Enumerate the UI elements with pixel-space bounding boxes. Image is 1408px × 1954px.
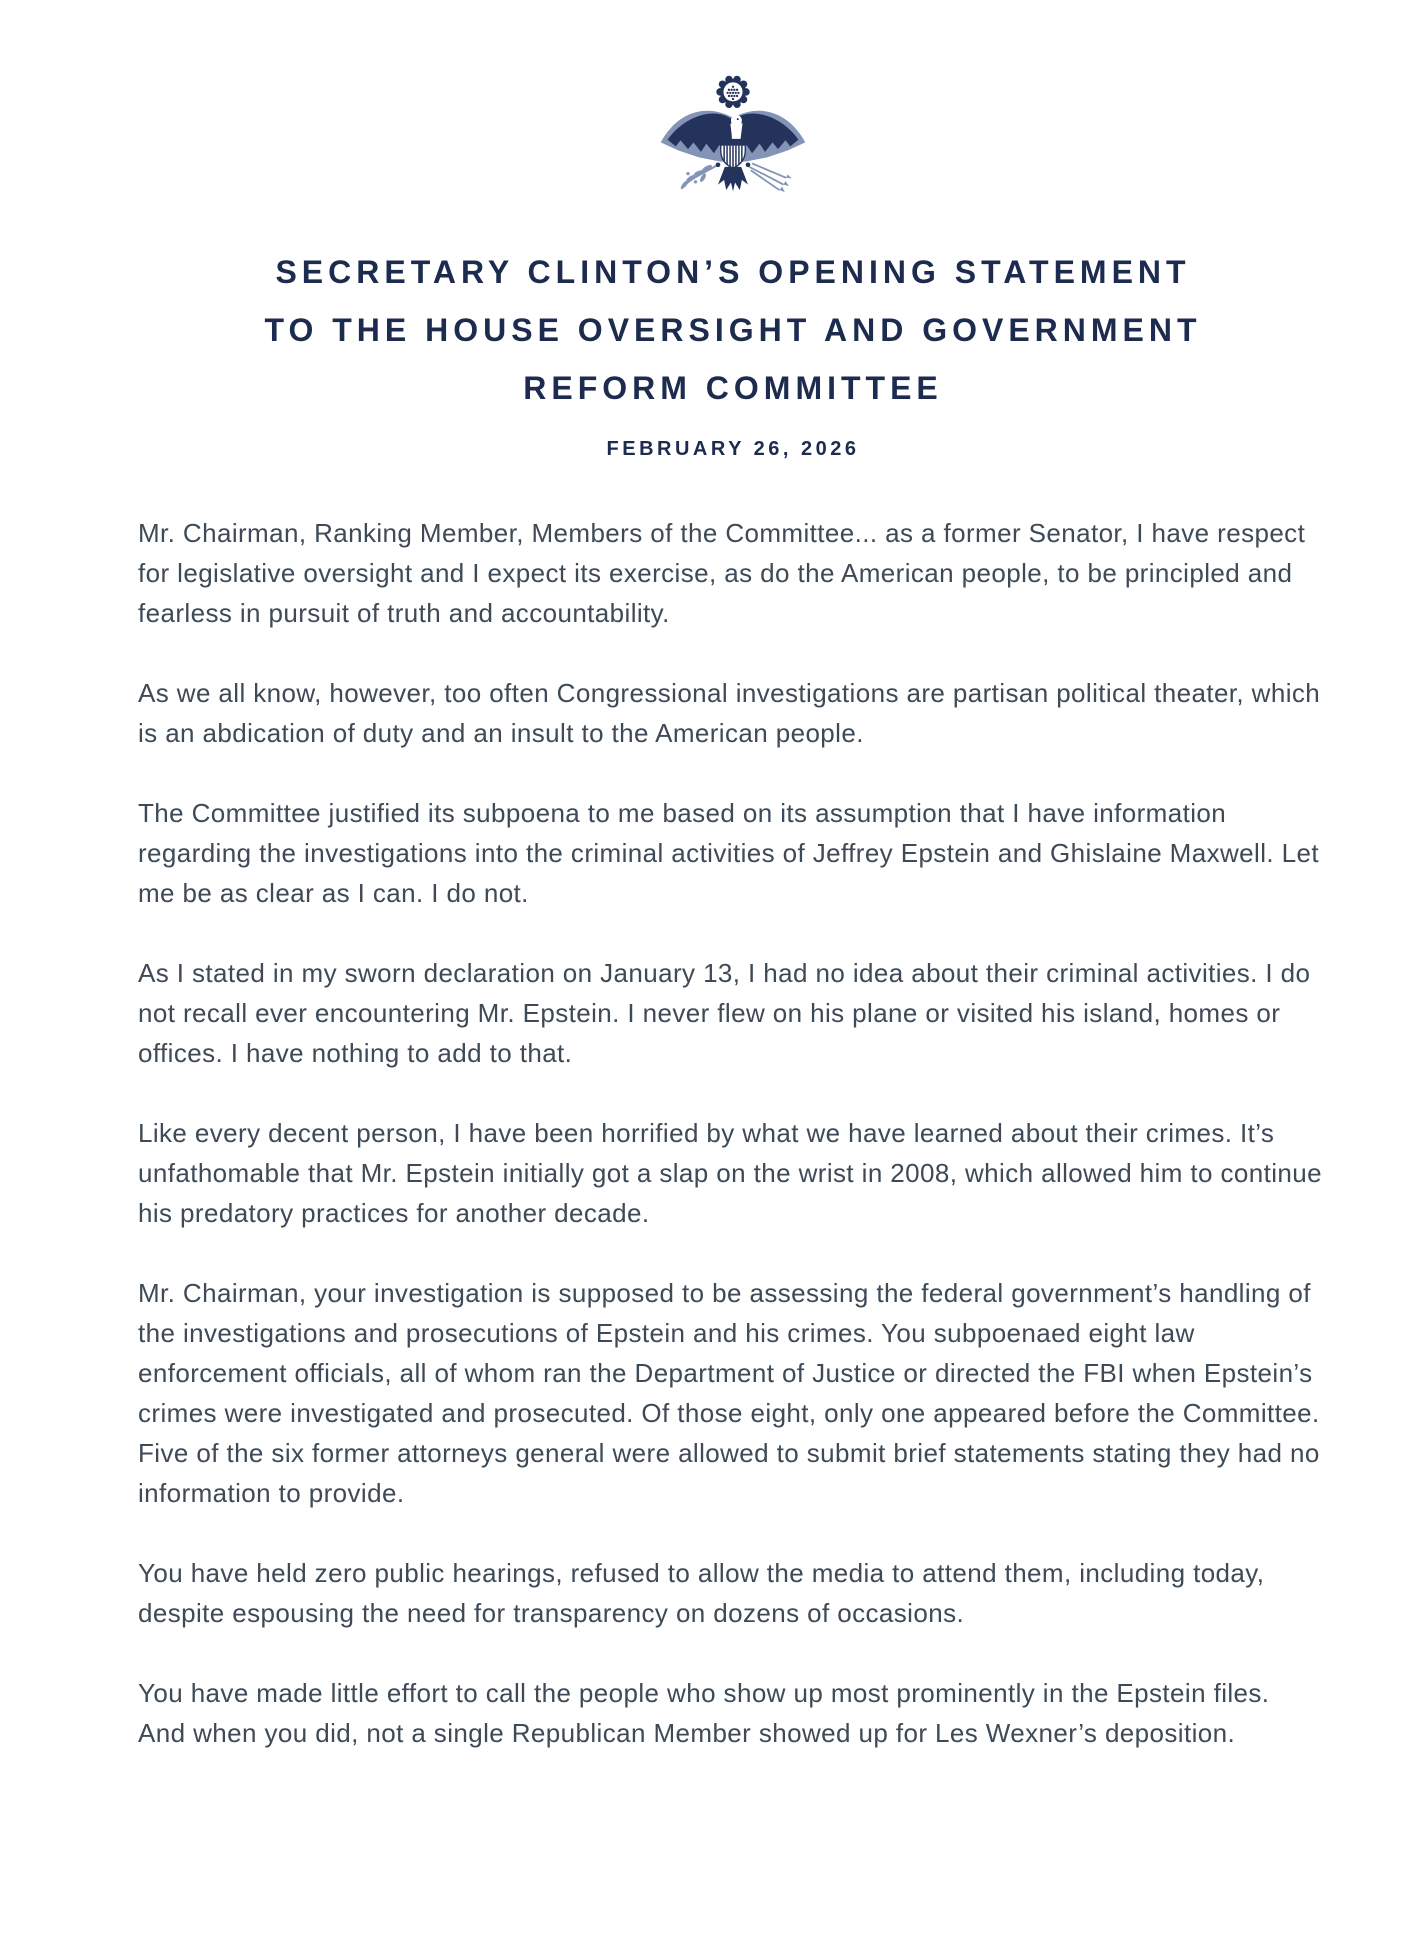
statement-paragraph-5: Like every decent person, I have been horrified by what we have learned about their crimes. It’s unfathomable that Mr. Epstein initially got a slap on the wrist in 2008, which allowed him to continue his predatory practices for another decade. (138, 1118, 1322, 1228)
statement-paragraph-4: As I stated in my sworn declaration on January 13, I had no idea about their criminal activities. I do not recall ever encountering Mr. Epstein. I never flew on his plane or visited his island, homes or offices. I have nothing to add to that. (138, 958, 1311, 1068)
document-date: FEBRUARY 26, 2026 (606, 438, 860, 460)
document-title-line-1: SECRETARY CLINTON’S OPENING STATEMENT (275, 254, 1191, 290)
statement-paragraph-2: As we all know, however, too often Congressional investigations are partisan political theater, which is an abdication of duty and an insult to the American people. (138, 678, 1321, 748)
seal-olive-branch (680, 164, 717, 190)
statement-paragraph-7: You have held zero public hearings, refused to allow the media to attend them, including today, despite espousing the need for transparency on dozens of occasions. (138, 1558, 1265, 1628)
seal-shield (721, 140, 746, 170)
document-title-line-2: TO THE HOUSE OVERSIGHT AND GOVERNMENT (264, 312, 1202, 348)
statement-paragraph-6: Mr. Chairman, your investigation is supposed to be assessing the federal government’s handling of the investigations and prosecutions of Epstein and his crimes. You subpoenaed eight law enforcement officials, all of whom ran the Department of Justice or directed the FBI when Epstein’s crimes were investigated and prosecuted. Of those eight, only one appeared before the Committee. Five of the six former attorneys general were allowed to submit brief statements stating they had no information to provide. (138, 1278, 1320, 1508)
statement-paragraph-3: The Committee justified its subpoena to me based on its assumption that I have information regarding the investigations into the criminal activities of Jeffrey Epstein and Ghislaine Maxwell. Let me be as clear as I can. I do not. (138, 798, 1319, 908)
great-seal-eagle-icon (658, 74, 808, 197)
document-content (138, 0, 1328, 1753)
statement-paragraph-8: You have made little effort to call the people who show up most prominently in the Epstein files. And when you did, not a single Republican Member showed up for Les Wexner’s deposition. (138, 1678, 1270, 1748)
statement-paragraph-1: Mr. Chairman, Ranking Member, Members of the Committee... as a former Senator, I have respect for legislative oversight and I expect its exercise, as do the American people, to be principled and fearless in pursuit of truth and accountability. (138, 518, 1306, 628)
document-title (138, 243, 1328, 417)
document-title-line-3: REFORM COMMITTEE (523, 370, 943, 406)
statement-body (138, 513, 1323, 1753)
seal-tail (718, 167, 748, 192)
seal-arrows (749, 163, 791, 192)
